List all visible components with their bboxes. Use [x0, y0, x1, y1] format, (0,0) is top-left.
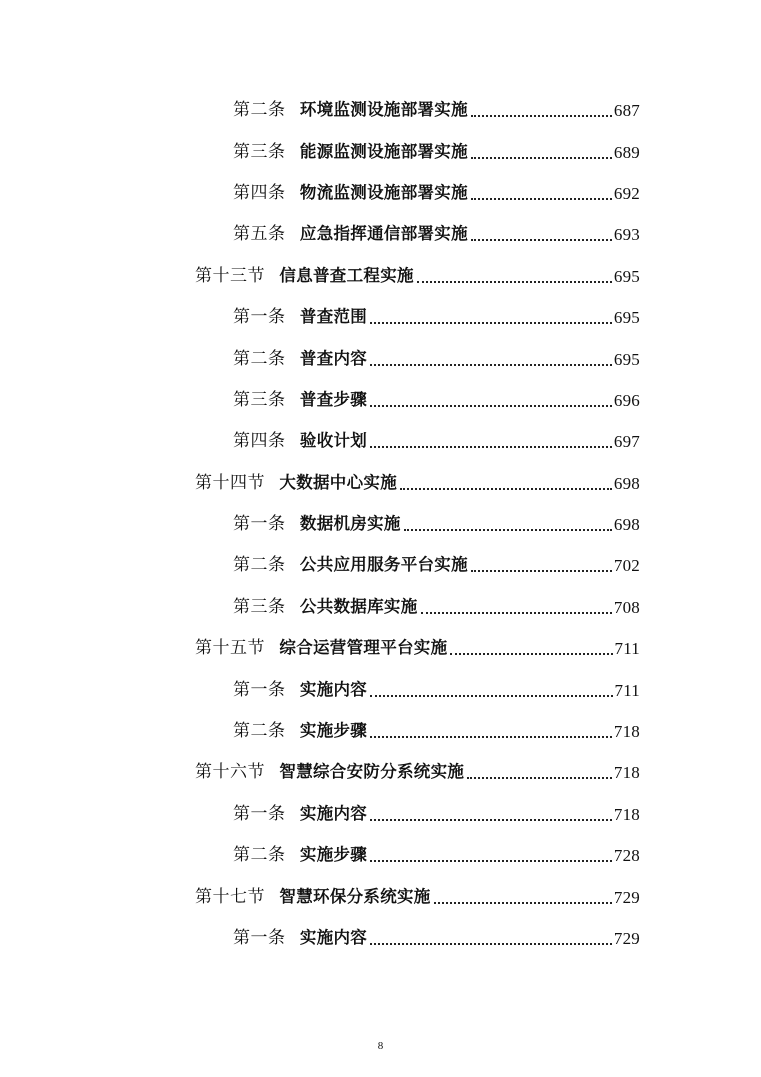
toc-entry-number: 第十六节 [195, 762, 265, 783]
dot-leader [370, 321, 612, 324]
toc-entry-title: 公共应用服务平台实施 [299, 555, 468, 575]
toc-entry-label [233, 557, 468, 574]
toc-entry-label [233, 141, 468, 162]
toc-entry-title: 实施步骤 [299, 845, 368, 865]
toc-entry-page: 711 [614, 680, 640, 700]
toc-entry-label [195, 640, 447, 657]
toc-entry-label [195, 472, 398, 493]
toc-entry-title: 验收计划 [299, 431, 368, 451]
toc-entry-number: 第二条 [233, 845, 286, 866]
toc-entry-number: 第十三节 [195, 265, 265, 286]
toc-entry-page: 718 [613, 763, 640, 783]
toc-entry-number: 第十七节 [195, 886, 265, 907]
toc-row[interactable] [0, 835, 761, 876]
toc-entry-title: 实施步骤 [299, 721, 368, 741]
toc-entry-page: 698 [613, 473, 640, 493]
toc-entry-number: 第一条 [233, 679, 286, 700]
dot-leader [471, 197, 612, 200]
toc-entry-page: 729 [613, 887, 640, 907]
toc-entry-title: 公共数据库实施 [299, 596, 418, 616]
toc-row[interactable] [0, 256, 761, 297]
toc-entry-page: 711 [614, 639, 640, 659]
toc-entry-page: 729 [613, 929, 640, 948]
toc-entry-label [233, 309, 367, 326]
table-of-contents [0, 90, 761, 959]
toc-entry-page: 695 [613, 266, 640, 286]
toc-entry-number: 第三条 [233, 596, 286, 617]
toc-entry-number: 第二条 [233, 348, 286, 369]
toc-entry-page: 689 [613, 142, 640, 162]
toc-row[interactable] [0, 918, 761, 959]
toc-entry-number: 第四条 [233, 431, 286, 452]
toc-entry-label [233, 679, 368, 700]
dot-leader [471, 114, 612, 117]
toc-entry-title: 普查步骤 [299, 389, 368, 409]
toc-entry-page: 695 [613, 308, 640, 328]
toc-entry-title: 普查内容 [299, 348, 368, 368]
page-number: 8 [377, 1040, 384, 1052]
dot-leader [370, 735, 612, 738]
toc-row[interactable] [0, 131, 761, 172]
toc-entry-title: 能源监测设施部署实施 [299, 141, 468, 161]
toc-entry-page: 702 [613, 556, 640, 576]
toc-entry-title: 普查范围 [299, 307, 368, 327]
toc-entry-page: 692 [613, 183, 640, 203]
toc-row[interactable] [0, 504, 761, 545]
toc-entry-title: 实施内容 [299, 928, 368, 947]
toc-entry-page: 697 [613, 432, 640, 452]
toc-row[interactable] [0, 421, 761, 462]
toc-entry-label [233, 723, 367, 740]
toc-row[interactable] [0, 173, 761, 214]
toc-entry-number: 第十四节 [195, 472, 265, 493]
toc-entry-title: 应急指挥通信部署实施 [299, 224, 468, 244]
toc-entry-number: 第十五节 [195, 638, 265, 659]
toc-entry-label [195, 886, 431, 907]
toc-entry-title: 实施内容 [299, 679, 368, 699]
toc-row[interactable] [0, 794, 761, 835]
dot-leader [370, 859, 612, 862]
toc-row[interactable] [0, 545, 761, 586]
toc-row[interactable] [0, 297, 761, 338]
toc-entry-title: 大数据中心实施 [279, 472, 398, 492]
toc-entry-label [233, 516, 401, 533]
dot-leader [370, 363, 612, 366]
toc-entry-page: 696 [613, 390, 640, 410]
toc-entry-label [233, 803, 368, 824]
toc-entry-page: 698 [613, 515, 640, 535]
dot-leader [370, 445, 612, 448]
toc-entry-number: 第一条 [233, 803, 286, 824]
dot-leader [417, 280, 612, 283]
toc-entry-label [233, 596, 418, 617]
toc-entry-number: 第三条 [233, 141, 286, 162]
toc-entry-title: 信息普查工程实施 [279, 265, 414, 285]
toc-row[interactable] [0, 711, 761, 752]
toc-entry-label [233, 847, 367, 864]
toc-entry-label [233, 389, 368, 410]
dot-leader [400, 487, 612, 490]
dot-leader [467, 776, 612, 779]
toc-row[interactable] [0, 380, 761, 421]
toc-entry-page: 687 [613, 101, 640, 121]
toc-entry-number: 第二条 [233, 100, 286, 121]
toc-entry-number: 第一条 [233, 307, 286, 328]
dot-leader [471, 569, 612, 572]
toc-row[interactable] [0, 214, 761, 255]
toc-row[interactable] [0, 587, 761, 628]
toc-row[interactable] [0, 463, 761, 504]
toc-entry-number: 第二条 [233, 555, 286, 576]
dot-leader [370, 942, 612, 945]
toc-entry-title: 数据机房实施 [299, 514, 401, 534]
dot-leader [471, 238, 612, 241]
toc-row[interactable] [0, 876, 761, 917]
dot-leader [471, 156, 612, 159]
toc-row[interactable] [0, 752, 761, 793]
toc-entry-label [233, 226, 468, 243]
toc-entry-label [195, 764, 464, 781]
toc-entry-page: 693 [613, 225, 640, 245]
toc-entry-number: 第四条 [233, 182, 286, 203]
dot-leader [404, 528, 612, 531]
toc-entry-number: 第一条 [233, 514, 286, 535]
toc-entry-label [233, 182, 468, 203]
toc-row[interactable] [0, 338, 761, 379]
toc-entry-label [233, 930, 367, 947]
toc-row[interactable] [0, 90, 761, 131]
toc-entry-page: 708 [613, 597, 640, 617]
dot-leader [450, 652, 612, 655]
dot-leader [370, 404, 612, 407]
dot-leader [434, 901, 612, 904]
toc-entry-number: 第三条 [233, 389, 286, 410]
toc-entry-number: 第一条 [233, 928, 286, 948]
toc-entry-label [195, 265, 414, 286]
toc-entry-title: 环境监测设施部署实施 [299, 100, 468, 120]
toc-entry-page: 695 [613, 349, 640, 369]
toc-entry-number: 第二条 [233, 721, 286, 742]
toc-row[interactable] [0, 628, 761, 669]
dot-leader [370, 818, 612, 821]
toc-row[interactable] [0, 669, 761, 710]
toc-entry-number: 第五条 [233, 224, 286, 245]
toc-entry-title: 物流监测设施部署实施 [299, 182, 468, 202]
toc-entry-page: 718 [613, 722, 640, 742]
toc-entry-title: 综合运营管理平台实施 [279, 638, 448, 658]
toc-entry-page: 728 [613, 846, 640, 866]
toc-entry-title: 实施内容 [299, 803, 368, 823]
toc-entry-label [233, 433, 367, 450]
toc-entry-label [233, 102, 468, 119]
toc-entry-page: 718 [613, 804, 640, 824]
toc-entry-label [233, 348, 368, 369]
dot-leader [370, 694, 612, 697]
toc-entry-title: 智慧综合安防分系统实施 [279, 762, 465, 782]
toc-entry-title: 智慧环保分系统实施 [279, 886, 431, 906]
dot-leader [421, 611, 612, 614]
